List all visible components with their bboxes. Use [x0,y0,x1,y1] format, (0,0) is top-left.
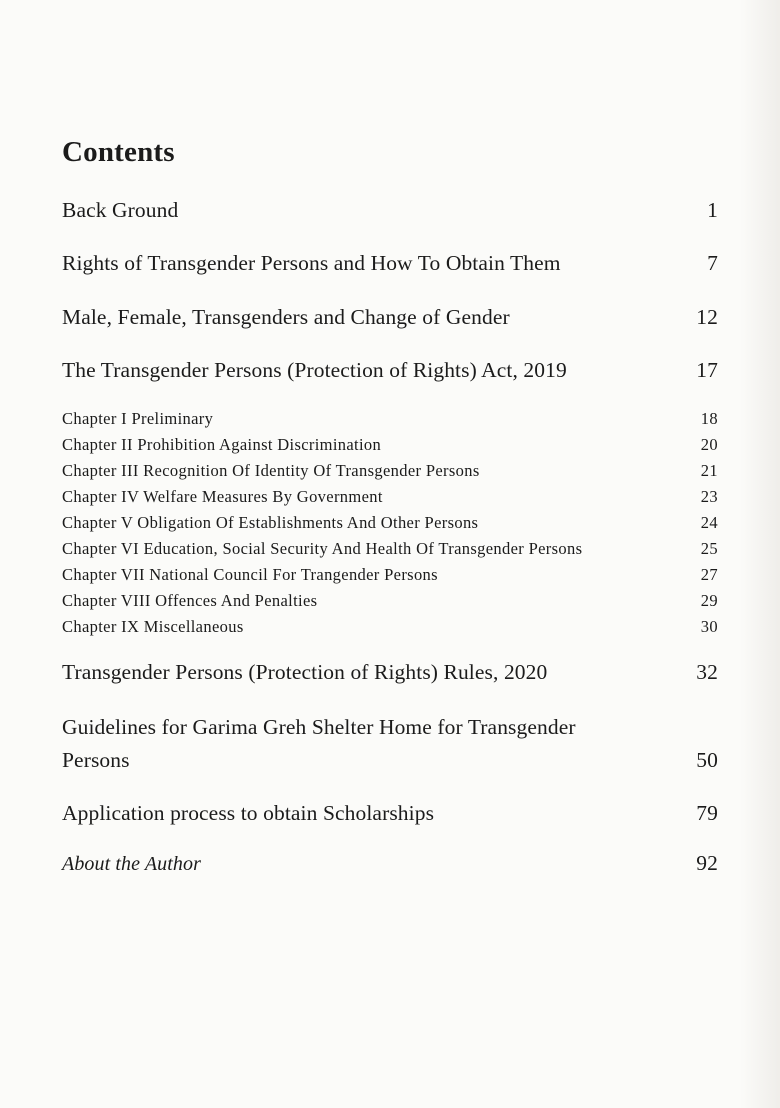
toc-entry-page: 32 [696,660,718,684]
toc-entry-label: Persons [62,748,130,772]
toc-chapter-page: 21 [700,461,718,480]
toc-chapter-page: 23 [700,487,718,506]
toc-entry-page: 17 [696,358,718,382]
toc-chapter-page: 24 [700,513,718,532]
toc-entry[interactable] [62,198,718,223]
toc-chapter-label: Chapter I Preliminary [62,409,214,428]
toc-entry[interactable] [62,660,718,685]
toc-chapter[interactable] [62,435,718,455]
page-edge-shadow [740,0,780,1108]
toc-chapter-page: 20 [700,435,718,454]
toc-chapter[interactable] [62,617,718,637]
toc-entry-label: Transgender Persons (Protection of Rights) Rules, 2020 [62,660,548,684]
toc-entry-label: Guidelines for Garima Greh Shelter Home for Transgender [62,715,576,739]
toc-chapter-page: 29 [700,591,718,610]
toc-entry-page: 50 [696,748,718,772]
toc-entry-label: The Transgender Persons (Protection of Rights) Act, 2019 [62,358,567,382]
toc-entry[interactable] [62,801,718,826]
toc-entry-line2[interactable] [62,748,718,773]
toc-chapter-label: Chapter VIII Offences And Penalties [62,591,318,610]
toc-entry-label: Application process to obtain Scholarships [62,801,435,825]
toc-entry[interactable] [62,305,718,330]
toc-chapter[interactable] [62,461,718,481]
toc-chapter-page: 30 [700,617,718,636]
toc-chapter-page: 27 [700,565,718,584]
toc-entry-label: Male, Female, Transgenders and Change of Gender [62,305,510,329]
toc-chapter-label: Chapter VI Education, Social Security And Health Of Transgender Persons [62,539,583,558]
toc-chapter[interactable] [62,487,718,507]
toc-chapter[interactable] [62,565,718,585]
toc-entry-page: 1 [707,198,718,222]
toc-entry-page: 12 [696,305,718,329]
toc-entry-line1[interactable] [62,715,718,740]
toc-entry-label: About the Author [62,853,202,875]
toc-chapter-label: Chapter VII National Council For Trangender Persons [62,565,438,584]
toc-entry-page: 7 [707,251,718,275]
toc-chapter-label: Chapter II Prohibition Against Discrimination [62,435,382,454]
toc-chapter-label: Chapter IV Welfare Measures By Government [62,487,383,506]
toc-chapter-page: 18 [700,409,718,428]
toc-entry[interactable] [62,251,718,276]
toc-entry[interactable] [62,358,718,383]
toc-chapter-label: Chapter III Recognition Of Identity Of Transgender Persons [62,461,480,480]
toc-entry[interactable] [62,851,718,876]
toc-entry-page: 92 [696,851,718,875]
toc-chapter[interactable] [62,513,718,533]
contents-title: Contents [62,136,175,168]
toc-chapter-label: Chapter V Obligation Of Establishments And Other Persons [62,513,479,532]
toc-chapter[interactable] [62,409,718,429]
toc-chapter[interactable] [62,539,718,559]
toc-entry-label: Rights of Transgender Persons and How To Obtain Them [62,251,561,275]
toc-entry-page: 79 [696,801,718,825]
toc-chapter[interactable] [62,591,718,611]
toc-entry-label: Back Ground [62,198,179,222]
toc-chapter-page: 25 [700,539,718,558]
toc-chapter-label: Chapter IX Miscellaneous [62,617,244,636]
